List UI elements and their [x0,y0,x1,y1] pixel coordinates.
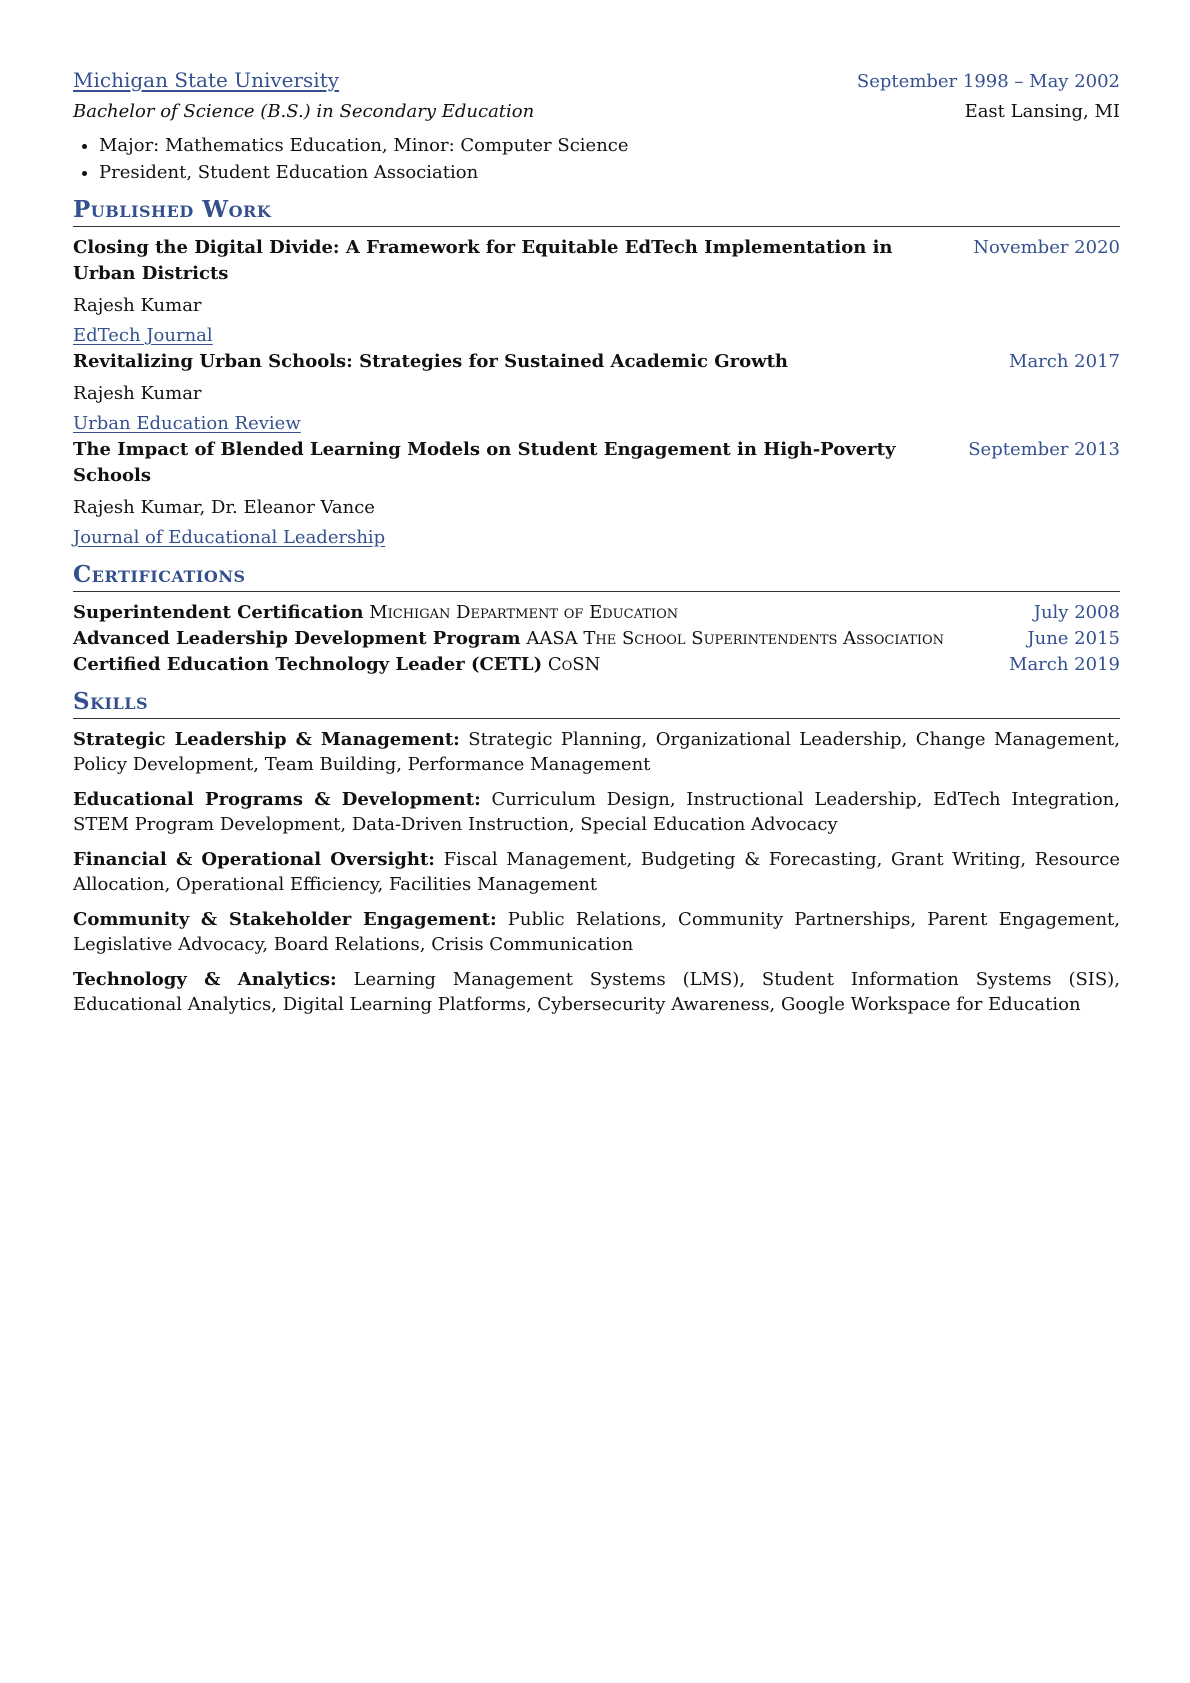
publication-date: September 2013 [968,439,1120,460]
publication-journal-link[interactable]: Journal of Educational Leadership [73,527,386,548]
skill-group [73,787,1120,837]
publication-authors: Rajesh Kumar [73,383,202,404]
skill-list: Curriculum Design, Instructional Leadership, EdTech Integration, STEM Program Development, Data-Driven Instruction, Special Education Advocacy [73,789,1120,835]
school-name-link[interactable]: Michigan State University [73,68,340,92]
publication-authors: Rajesh Kumar, Dr. Eleanor Vance [73,497,375,518]
skill-category: Educational Programs & Development: [73,789,481,810]
publication-journal-link[interactable]: EdTech Journal [73,325,213,346]
publication-entry [73,349,1120,437]
publication-title: Closing the Digital Divide: A Framework for Equitable EdTech Implementation in Urban Districts [73,237,893,284]
skill-list: Fiscal Management, Budgeting & Forecasting, Grant Writing, Resource Allocation, Operational Efficiency, Facilities Management [73,849,1120,895]
publication-entry [73,235,1120,349]
certification-name: Certified Education Technology Leader (CETL) [73,654,543,675]
section-heading-certifications: Certifications [73,561,1120,592]
publication-entry [73,437,1120,551]
certification-date: June 2015 [1027,628,1120,649]
skill-category: Financial & Operational Oversight: [73,849,435,870]
certification-date: July 2008 [1033,602,1120,623]
certification-org: Michigan Department of Education [369,602,679,623]
publication-date: November 2020 [973,237,1120,258]
education-dates: September 1998 – May 2002 [856,71,1120,92]
skill-group [73,907,1120,957]
certification-name: Advanced Leadership Development Program [73,628,521,649]
list-item: • Major: Mathematics Education, Minor: Computer Science [99,132,1120,159]
skill-list: Learning Management Systems (LMS), Student Information Systems (SIS), Educational Analytics, Digital Learning Platforms, Cybersecurity Awareness, Google Workspace for Education [73,969,1120,1015]
publication-title: Revitalizing Urban Schools: Strategies for Sustained Academic Growth [73,351,789,372]
certification-entry [73,652,1120,678]
skill-category: Strategic Leadership & Management: [73,729,460,750]
skill-group [73,727,1120,777]
skill-group [73,847,1120,897]
skill-list: Public Relations, Community Partnerships, Parent Engagement, Legislative Advocacy, Board Relations, Crisis Communication [73,909,1120,955]
publication-journal-link[interactable]: Urban Education Review [73,413,301,434]
skill-category: Community & Stakeholder Engagement: [73,909,497,930]
certification-name: Superintendent Certification [73,602,364,623]
publication-authors: Rajesh Kumar [73,295,202,316]
certification-date: March 2019 [1009,654,1120,675]
skill-category: Technology & Analytics: [73,969,337,990]
certification-entry [73,626,1120,652]
skill-group [73,967,1120,1017]
section-heading-skills: Skills [73,688,1120,719]
section-heading-published-work: Published Work [73,196,1120,227]
education-bullets [73,132,1120,186]
resume-content [73,64,1120,1027]
degree: Bachelor of Science (B.S.) in Secondary Education [73,101,535,122]
list-item: • President, Student Education Association [99,159,1120,186]
certification-org: AASA The School Superintendents Association [526,628,945,649]
publication-title: The Impact of Blended Learning Models on Student Engagement in High-Poverty Schools [73,439,896,486]
education-entry [73,64,1120,186]
certification-org: CoSN [547,654,601,675]
certification-entry [73,600,1120,626]
skill-list: Strategic Planning, Organizational Leadership, Change Management, Policy Development, Team Building, Performance Management [73,729,1120,775]
education-location: East Lansing, MI [964,101,1120,122]
publication-date: March 2017 [1009,351,1120,372]
